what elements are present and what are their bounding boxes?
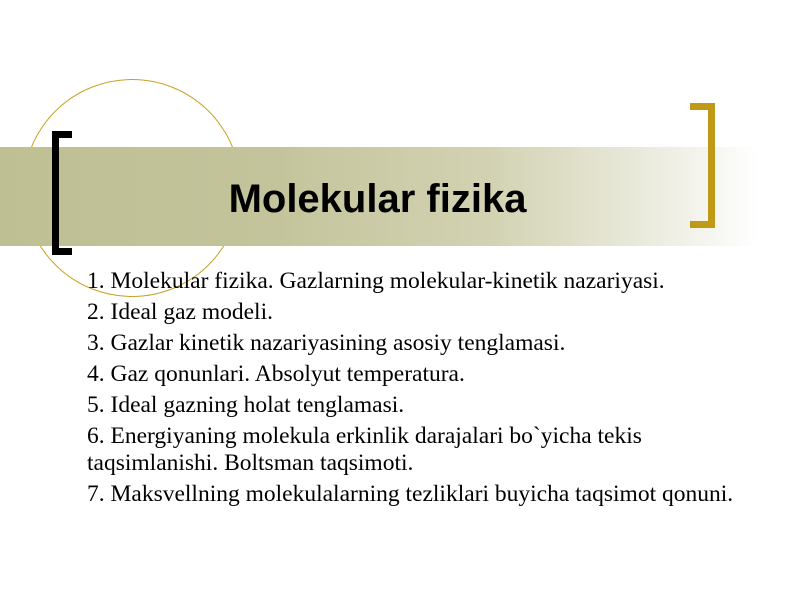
list-item: 5. Ideal gazning holat tenglamasi. bbox=[87, 392, 405, 418]
list-item: 1. Molekular fizika. Gazlarning molekular-kinetik nazariyasi. bbox=[87, 268, 665, 294]
list-item: 6. Energiyaning molekula erkinlik darajalari bo`yicha tekis taqsimlanishi. Boltsman taqsimoti. bbox=[87, 423, 642, 476]
list-item: 3. Gazlar kinetik nazariyasining asosiy tenglamasi. bbox=[87, 330, 566, 356]
list-item: 4. Gaz qonunlari. Absolyut temperatura. bbox=[87, 361, 465, 387]
right-bracket-decoration bbox=[690, 103, 715, 228]
list-item: 7. Maksvellning molekulalarning tezliklari buyicha taqsimot qonuni. bbox=[87, 481, 734, 507]
topic-list bbox=[87, 268, 767, 512]
left-bracket-decoration bbox=[52, 131, 72, 255]
list-item: 2. Ideal gaz modeli. bbox=[87, 299, 273, 325]
slide-title: Molekular fizika bbox=[228, 177, 527, 221]
